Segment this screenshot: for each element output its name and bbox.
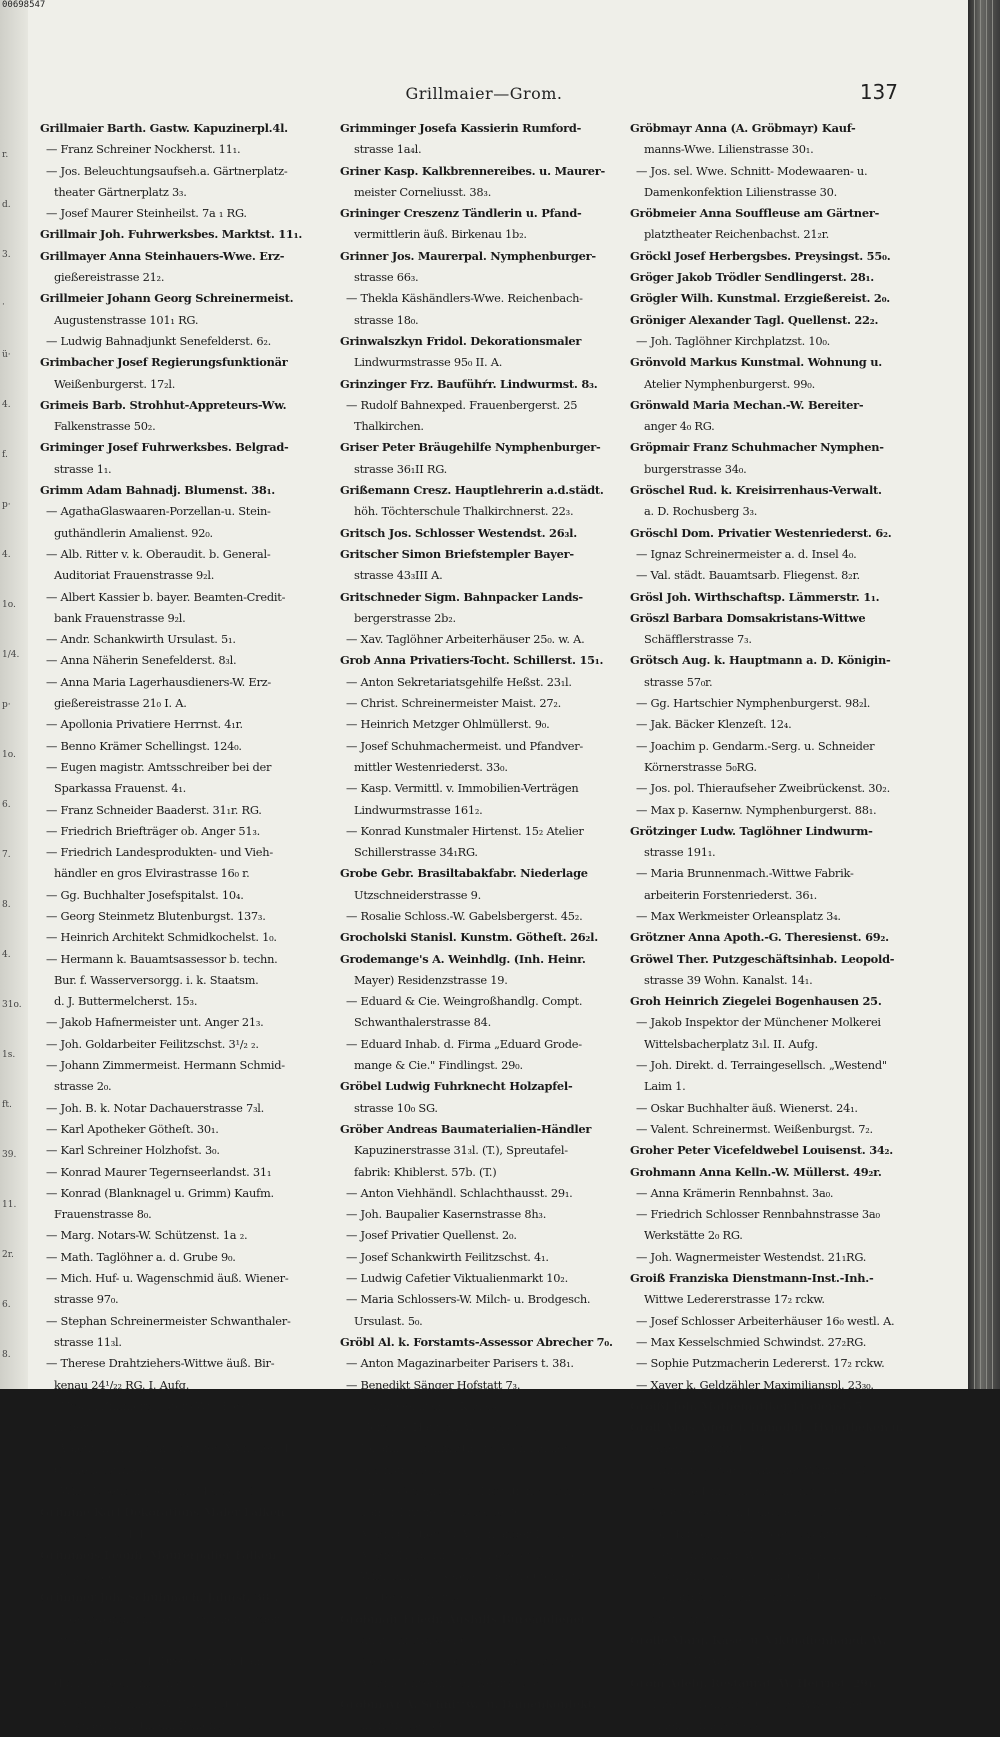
entry-line: Krämer Erzgießereistrasse 36₀. xyxy=(354,1505,529,1520)
entry-line: — Maria Obstlers-W. Vereinanger 1¹/₄ ₂r. xyxy=(346,1526,569,1541)
entry-line: bergerstrasse 2b₂. xyxy=(354,610,456,625)
entry-heading: Grillmair Joh. Fuhrwerksbes. Marktst. 11₁. xyxy=(40,227,303,242)
entry-heading: Gröwel Ther. Putzgeschäftsinhab. Leopold- xyxy=(630,951,895,966)
entry-line: — Johann Schankwirth und Viehhändler xyxy=(346,1441,569,1456)
entry-line: strasse 36₁II RG. xyxy=(354,461,448,476)
gutter-fragment: 11. xyxy=(2,1200,17,1210)
entry-line: Falkenstrasse 50₂. xyxy=(54,419,156,434)
entry-line: Kapuzinerstrasse 31₃l. (T.), Spreutafel- xyxy=(354,1143,568,1158)
entry-line: — Kasp. Vermittl. v. Immobilien-Verträgen xyxy=(346,781,579,796)
entry-line: Landwehrstrasse 26₃. xyxy=(354,1633,475,1648)
entry-line: — Max p. Kasernw. Nymphenburgerst. 88₁. xyxy=(636,802,877,817)
gutter-fragment: 1s. xyxy=(2,1050,16,1060)
entry-heading: Grocholski Stanisl. Kunstm. Götheſt. 26₂l. xyxy=(340,930,598,945)
entry-line: — Joh. Goldarbeiter Feilitzschst. 3¹/₂ ₂. xyxy=(46,1036,259,1051)
entry-line: — Therese Drahtziehers-Wittwe äuß. Bir- xyxy=(46,1356,275,1371)
entry-line: Utzschneiderstrasse 9. xyxy=(354,887,482,902)
entry-line: — Heinrich Metzger Ohlmüllerst. 9₀. xyxy=(346,717,550,732)
entry-heading: Gröbl Al. k. Forstamts-Assessor Abrecher 7₀. xyxy=(340,1334,613,1349)
entry-heading: Grillmayer Anna Steinhauers-Wwe. Erz- xyxy=(40,248,285,263)
entry-heading: Grönvold Markus Kunstmal. Wohnung u. xyxy=(630,355,882,370)
entry-line: — Maria Lehrerin Landwehrst. 26₃. xyxy=(346,1675,544,1690)
gutter-fragment: 1/4. xyxy=(2,650,20,660)
entry-heading: Grohmann Anna Kelln.-W. Müllerst. 49₂r. xyxy=(630,1164,882,1179)
entry-line: a. D. Rochusberg 3₃. xyxy=(644,504,758,519)
entry-line: anger 4₀ RG. xyxy=(644,419,715,434)
entry-line: gießereistrasse 21₀ I. A. xyxy=(54,696,187,711)
entry-line: Landwehrst. 73₁. xyxy=(644,1611,739,1626)
entry-heading: Grimbacher Josef Regierungsfunktionär xyxy=(40,355,288,370)
entry-heading: Groll Alois Agent f. Immobil., Hypotheken u. xyxy=(630,1420,904,1435)
entry-heading: Gröckl Josef Herbergsbes. Preysingst. 55₀. xyxy=(630,248,891,263)
gutter-fragment: ü· xyxy=(2,350,11,360)
entry-line: — Jos. sel. Wwe. Schnitt- Modewaaren- u. xyxy=(636,163,868,178)
gutter-fragment: p· xyxy=(2,500,11,510)
entry-line: — Therese Bahnkondukteurs-Wwe. innere xyxy=(636,1696,871,1711)
entry-line: Mayer) Residenzstrasse 19. xyxy=(354,972,508,987)
entry-line: — Mich. Zinngießer Neuhauserst. 22₃ RG. xyxy=(636,1569,870,1584)
entry-heading: Gröpmair Franz Schuhmacher Nymphen- xyxy=(630,440,884,455)
entry-line: — Benno Krämer Schellingst. 124₀. xyxy=(46,738,242,753)
entry-line: — Hermann k. Bauamtsassessor b. techn. xyxy=(46,951,278,966)
entry-line: — Max Kesselschmied Schwindst. 27₂RG. xyxy=(636,1334,867,1349)
entry-line: — Val. städt. Bauamtsarb. Fliegenst. 8₂r. xyxy=(636,568,860,583)
entry-line: strasse 11₃l. xyxy=(54,1334,122,1349)
entry-line: — Marg. Notars-W. Schützenst. 1a ₂. xyxy=(46,1228,248,1243)
entry-heading: Gröger Jakob Trödler Sendlingerst. 28₁. xyxy=(630,270,874,285)
entry-line: strasse 1a₄l. xyxy=(354,142,422,157)
entry-line: Schwanthalerstrasse 84. xyxy=(354,1015,492,1030)
entry-line: Atelier Nymphenburgerst. 99₀. xyxy=(644,376,815,391)
entry-heading: Grösl Joh. Wirthschaftsp. Lämmerstr. 1₁. xyxy=(630,589,880,604)
entry-line: — Konrad Maurer Tegernseerlandst. 31₁ xyxy=(46,1164,272,1179)
entry-line: — Joh. B. k. Notar Dachauerstrasse 7₃l. xyxy=(46,1100,265,1115)
entry-heading: Grimmeis Leonh. Maurerpalier Falken- xyxy=(40,1547,281,1562)
entry-heading: Grötzner Anna Apoth.-G. Theresienst. 69₂. xyxy=(630,930,889,945)
entry-line: mittler Westenriederst. 33₀. xyxy=(354,759,508,774)
entry-line: Ursulast. 5₀. xyxy=(354,1313,423,1328)
entry-heading: Gröbmayr Anna (A. Gröbmayr) Kauf- xyxy=(630,121,856,135)
entry-heading: Grininger Creszenz Tändlerin u. Pfand- xyxy=(340,206,582,221)
entry-heading: Gröbmair Friedr. Aushilfs-Bureaudiener xyxy=(340,1611,587,1626)
entry-line: — Thekla Käshändlers-Wwe. Reichenbach- xyxy=(346,291,583,306)
entry-line: händler en gros Elvirastrasse 16₀ r. xyxy=(54,866,250,881)
entry-line: strasse 40₀RG. xyxy=(54,1633,136,1648)
entry-line: — Ludwig Bahnadjunkt Senefelderst. 6₂. xyxy=(46,333,272,348)
gutter-fragment: d. xyxy=(2,200,11,210)
entry-line: — Josef Privatier Quellenst. 2₀. xyxy=(346,1228,517,1243)
gutter-fragment: 6. xyxy=(2,1300,11,1310)
entry-line: strasse 97₀. xyxy=(54,1292,119,1307)
entry-line: — Jak. Bäcker Klenzeſt. 12₄. xyxy=(636,717,792,732)
entry-line: — Joh. Wagnermeister Westendst. 21₁RG. xyxy=(636,1249,867,1264)
entry-line: Wittelsbacherplatz 3₁l. II. Aufg. xyxy=(644,1036,818,1051)
entry-line: (Baden) Reichenbachst. 1₁l. xyxy=(54,1675,208,1690)
entry-heading: Gritsch Jos. Schlosser Westendst. 26₃l. xyxy=(340,525,577,540)
entry-line: gießereistrasse 21₂. xyxy=(54,270,165,285)
book-edge xyxy=(968,0,1000,1389)
entry-line: — Mich. Huf- u. Wagenschmid äuß. Wiener- xyxy=(46,1271,289,1286)
entry-line: — Joh. Baupalier Kasernstrasse 8h₃. xyxy=(346,1207,547,1222)
entry-line: strasse 43₃III A. xyxy=(354,568,443,583)
gutter-fragment: 39. xyxy=(2,1150,17,1160)
entry-line: arbeiterin Forstenriederst. 36₁. xyxy=(644,887,818,902)
gutter-fragment: 3. xyxy=(2,250,11,260)
entry-line: — Alb. Ritter v. k. Oberaudit. b. General- xyxy=(46,546,271,561)
entry-line: — Friedrich Schlosser Rennbahnstrasse 3a₀ xyxy=(636,1207,880,1222)
entry-line: platztheater Reichenbachst. 21₂r. xyxy=(644,227,829,242)
entry-heading: Grodemange's A. Weinhdlg. (Inh. Heinr. xyxy=(340,951,586,966)
gutter-fragment: 6. xyxy=(2,800,11,810)
entry-line: strasse 12a₂. I. RG. xyxy=(54,1526,160,1541)
entry-line: — Josef Schuhmachermeist. und Pfandver- xyxy=(346,738,583,753)
entry-line: Darlehen Brunnst. 10₀. xyxy=(644,1441,772,1456)
gutter-fragment: 4. xyxy=(2,950,11,960)
entry-line: — Rudolf Bahnexped. Frauenbergerst. 25 xyxy=(346,397,578,412)
entry-heading: Grillmaier Barth. Gastw. Kapuzinerpl.4l. xyxy=(40,121,288,135)
scan-id: 00698547 xyxy=(2,0,46,10)
entry-line: — Joachim p. Gendarm.-Serg. u. Schneider xyxy=(636,738,875,753)
entry-line: strasse 1₁. xyxy=(54,461,112,476)
gutter-fragment: 4. xyxy=(2,400,11,410)
entry-line: Lindwurmstrasse 95₀ II. A. xyxy=(354,355,503,370)
entry-heading: Gröbel Ludwig Fuhrknecht Holzapfel- xyxy=(340,1079,573,1094)
entry-line: bank Frauenstrasse 9₂l. xyxy=(54,610,186,625)
entry-line: — Friedrich Briefträger ob. Anger 51₃. xyxy=(46,823,261,838)
entry-line: — Georg v. Galleriediener Landwehrst. 26₃. xyxy=(346,1654,588,1669)
entry-line: — Karl Schreiner Holzhofst. 3₀. xyxy=(46,1143,220,1158)
entry-line: — Joh. Taglöhner Kirchplatzst. 10₀. xyxy=(636,333,831,348)
entry-line: — Eugen magistr. Amtsschreiber bei der xyxy=(46,759,272,774)
entry-line: — Friedrich Landesprodukten- und Vieh- xyxy=(46,845,273,860)
entry-line: strasse 10₀ SG. xyxy=(354,1100,438,1115)
entry-line: — Georg Steinmetz Blutenburgst. 137₃. xyxy=(46,908,266,923)
entry-line: — Anton Sekretariatsgehilfe Heßst. 23₁l. xyxy=(346,674,572,689)
entry-line: — Ignaz Schreinermeister a. d. Insel 4₀. xyxy=(636,546,857,561)
entry-line: Frauenstrasse 8₀. xyxy=(54,1207,152,1222)
entry-line: — Apollonia Privatiere Herrnst. 4₁r. xyxy=(46,717,243,732)
entry-line: riederst. 31₁. xyxy=(54,1420,127,1435)
entry-line: vermittlerin äuß. Birkenau 1b₂. xyxy=(354,227,527,242)
entry-line: mange & Cie." Findlingst. 29₀. xyxy=(354,1058,523,1073)
entry-line: — Maria Taglöhners-W. Fischerst. 6₁. xyxy=(46,1696,251,1711)
entry-line: Laim 1. xyxy=(644,1079,686,1094)
entry-line: — Christ. Schreinermeister Maist. 27₂. xyxy=(346,696,562,711)
entry-line: manns-Wwe. Lilienstrasse 30₁. xyxy=(644,142,814,157)
entry-line: — Anton Magazinarbeiter Parisers t. 38₁. xyxy=(346,1356,574,1371)
gutter-fragment: 4. xyxy=(2,550,11,560)
entry-line: Körnerstrasse 5₀RG. xyxy=(644,759,757,774)
directory-column-2 xyxy=(340,118,630,1737)
entry-heading: Grimme Karl Dekorations-Maler Falken- xyxy=(40,1505,290,1520)
entry-line: — Gg. Buchhalter Josefspitalst. 10₄. xyxy=(46,887,244,902)
gutter-fragment: 2r. xyxy=(2,1250,14,1260)
entry-heading: Grögler Wilh. Kunstmal. Erzgießereist. 2₀. xyxy=(630,291,891,306)
entry-line: — AgathaGlaswaaren-Porzellan-u. Stein- xyxy=(46,504,271,519)
entry-heading: Griner Kasp. Kalkbrennereibes. u. Maurer- xyxy=(340,163,606,178)
entry-line: Werkstätte 2₀ RG. xyxy=(644,1228,743,1243)
gutter-fragment: 8. xyxy=(2,900,11,910)
entry-line: — Franz Schreiner Nockherst. 11₁. xyxy=(46,142,241,157)
entry-heading: Groiß Franziska Dienstmann-Inst.-Inh.- xyxy=(630,1271,874,1286)
entry-heading: Gröniger Alexander Tagl. Quellenst. 22₂. xyxy=(630,312,879,327)
entry-heading: Grimm Adam Bahnadj. Blumenst. 38₁. xyxy=(40,483,276,498)
entry-line: — Xav. Taglöhner Arbeiterhäuser 25₀. w. A. xyxy=(346,632,585,647)
entry-line: Corneliusstrasse 38₁. xyxy=(54,1462,172,1477)
entry-line: Weißenburgerst. 17₂l. xyxy=(54,376,176,391)
entry-heading: Grinner Jos. Maurerpal. Nymphenburger- xyxy=(340,248,596,263)
entry-line: fabrik: Khiblerst. 57b. (T.) xyxy=(354,1164,497,1179)
entry-heading: Grönwald Maria Mechan.-W. Bereiter- xyxy=(630,397,864,412)
gutter-fragment: 1o. xyxy=(2,600,16,610)
entry-heading: Gröber Andreas Baumaterialien-Händler xyxy=(340,1121,592,1136)
entry-line: — Marie Trödlerin Erzgießereistrasse 36₀. xyxy=(346,1547,582,1562)
entry-line: — Karl Vertr. v. C. F. Dreyspring in Lahr xyxy=(46,1654,266,1669)
entry-line: — Josef Schlosser Arbeiterhäuser 16₀ westl. A. xyxy=(636,1313,895,1328)
entry-line: — Konrad (Blanknagel u. Grimm) Kaufm. xyxy=(46,1185,274,1200)
entry-line: — Richard Kaufmann Schnurrsachen en gros xyxy=(636,1590,888,1605)
page-title: Grillmaier—Grom. xyxy=(405,84,563,103)
entry-line: d. J. Buttermelcherst. 15₃. xyxy=(54,994,198,1009)
entry-line: kenau 24¹/₂₂ RG. I. Aufg. xyxy=(54,1377,190,1392)
entry-line: — Albert Kassier b. bayer. Beamten-Credit- xyxy=(46,589,286,604)
entry-line: — Wilh. Eisenbahnadjunkt Marsst. 10₁l. xyxy=(46,1484,267,1498)
directory-column-3 xyxy=(630,118,912,1737)
entry-heading: Grom Adelg. Restaurat.-W. Herrnst. 29₁. xyxy=(630,1675,877,1690)
entry-line: — Oskar Buchhalter äuß. Wienerst. 24₁. xyxy=(636,1100,858,1115)
entry-line: — Jakob Inspektor der Münchener Molkerei xyxy=(636,1015,881,1030)
entry-line: strasse 191₁. xyxy=(644,845,716,860)
entry-line: strasse 57₀r. xyxy=(644,674,713,689)
entry-heading: Grinwalszkyn Fridol. Dekorationsmaler xyxy=(340,333,582,348)
entry-line: Sparkassa Frauenst. 4₁. xyxy=(54,781,187,796)
entry-heading: Groißl Joh. Mathematiker Frauenst. 5₃. xyxy=(630,1398,871,1413)
entry-line: — Anna Krämerin Rennbahnst. 3a₀. xyxy=(636,1185,834,1200)
entry-heading: Gröbmayr A. Schnittw.- u. Damenkonfekt. xyxy=(340,1696,597,1711)
entry-heading: Gritschneder Sigm. Bahnpacker Lands- xyxy=(340,589,583,604)
entry-heading: Grinzinger Frz. Baufühŕr. Lindwurmst. 8₃. xyxy=(340,376,598,391)
entry-line: — Jos. Beleuchtungsaufseh.a. Gärtnerplatz- xyxy=(46,163,288,178)
entry-line: Lilienstrasse 30₁. xyxy=(354,1718,450,1733)
entry-line: — Anna Näherin Senefelderst. 8₃l. xyxy=(46,653,237,668)
entry-line: — Georg Gastwirth Landsbergerst. 73₀. xyxy=(636,1505,856,1520)
gutter-fragment: 1o. xyxy=(2,750,16,760)
entry-line: strasse 2₀. xyxy=(54,1079,112,1094)
entry-line: — Sophie Putzmacherin Ledererst. 17₂ rckw. xyxy=(636,1356,885,1371)
entry-line: — Maria Schlossers-W. Milch- u. Brodgesch. xyxy=(346,1292,591,1307)
entry-line: — Ludw. Commissions-, Licitationsgesch. u. xyxy=(346,1484,589,1498)
entry-heading: Grötsch Aug. k. Hauptmann a. D. Königin- xyxy=(630,653,891,668)
gutter-fragment: ft. xyxy=(2,1100,12,1110)
entry-line: — Benedikt Sänger Hofstatt 7₃. xyxy=(346,1377,521,1392)
entry-heading: Grobe Gebr. Brasiltabakfabr. Niederlage xyxy=(340,866,588,881)
entry-line: — Jos. pol. Thieraufseher Zweibrückenst. 30₂. xyxy=(636,781,890,796)
entry-line: Bur. f. Wasserversorgg. i. k. Staatsm. xyxy=(54,972,259,987)
entry-line: — Andr. Schankwirth Ursulast. 5₁. xyxy=(46,632,236,647)
entry-line: — Kath. Fabrikarb.-W. Schwanthalerh. 26₁. xyxy=(636,1547,873,1562)
entry-heading: Gröbmeier Anna Souffleuse am Gärtner- xyxy=(630,206,880,221)
entry-line: — Xaver k. Geldzähler Maximilianspl. 23₃₀. xyxy=(636,1377,874,1392)
gutter-fragment: · xyxy=(2,300,5,310)
entry-heading: Grimminger Josefa Kassierin Rumford- xyxy=(340,121,582,135)
entry-line: Lindwurmstrasse 161₂. xyxy=(354,802,483,817)
entry-line: guthändlerin Amalienst. 92₀. xyxy=(54,525,213,540)
entry-line: — Michael Dienstmann Falkenst. 37₀. xyxy=(46,1718,255,1733)
entry-heading: Grimeis Barb. Strohhut-Appreteurs-Ww. xyxy=(40,397,287,412)
entry-line: Töchter Götheſtrasse 14₃l. xyxy=(354,1590,500,1605)
directory-column-1 xyxy=(40,118,330,1737)
entry-heading: Grimmer Joh. Schuhmach. Jahnst. 38₃. xyxy=(40,1590,278,1605)
entry-line: — Anna Maria Lagerhausdieners-W. Erz- xyxy=(46,674,272,689)
entry-line: — Hermine Hauptm.-W. Karlstrasse 27₃r. xyxy=(346,1420,573,1435)
entry-line: — Valent. k. Rath a. k. Landger. München II xyxy=(46,1441,289,1456)
entry-line: höh. Töchterschule Thalkirchnerst. 22₃. xyxy=(354,504,574,519)
entry-heading: Grolle Marg. Käse- u. Viktualienhändl.-W. xyxy=(630,1633,886,1648)
entry-line: — Gg. Hartschier Nymphenburgerst. 98₂l. xyxy=(636,696,871,711)
entry-line: — Ursula Zimmermeisters-Ww. Forsten- xyxy=(46,1398,268,1413)
entry-line: — Max Werkmeister Orleansplatz 3₄. xyxy=(636,908,841,923)
entry-heading: Griser Peter Bräugehilfe Nymphenburger- xyxy=(340,440,601,455)
entry-line: — Johann Zimmermeist. Hermann Schmid- xyxy=(46,1058,285,1073)
entry-line: — Josef Maurer Steinheilst. 7a ₁ RG. xyxy=(46,206,247,221)
entry-line: — Franz Schneider Baaderst. 31₁r. RG. xyxy=(46,802,262,817)
entry-line: strasse 18₀. xyxy=(354,312,419,327)
entry-line: — Valent. Schreinermst. Weißenburgst. 7₂. xyxy=(636,1121,873,1136)
entry-line: — Franz k. Postspecialkassier Wörthst. 20₄. xyxy=(636,1462,877,1477)
entry-line: theater Gärtnerplatz 3₃. xyxy=(54,184,187,199)
entry-line: — Karl Apotheker Götheſt. 30₁. xyxy=(46,1121,219,1136)
gutter-fragment: 7. xyxy=(2,850,11,860)
gutter-fragment: 31o. xyxy=(2,1000,22,1010)
entry-line: strasse 66₃. xyxy=(354,270,419,285)
entry-heading: Griminger Josef Fuhrwerksbes. Belgrad- xyxy=(40,440,289,455)
entry-heading: Gröschel Rud. k. Kreisirrenhaus-Verwalt. xyxy=(630,483,882,498)
entry-line: — Konrad Kunstmaler Hirtenst. 15₂ Atelier xyxy=(346,823,584,838)
entry-line: Schäfflerstrasse 7₃. xyxy=(644,632,752,647)
entry-line: meister Corneliusst. 38₃. xyxy=(354,184,492,199)
entry-line: Wittwe Ledererstrasse 17₂ rckw. xyxy=(644,1292,825,1307)
entry-heading: Groh Heinrich Ziegelei Bogenhausen 25. xyxy=(630,994,882,1009)
entry-line: strasse 39 Wohn. Kanalst. 14₁. xyxy=(644,972,813,987)
entry-line: strasse 35a₁. xyxy=(54,1569,125,1584)
entry-heading: Gröschl Dom. Privatier Westenriederst. 6₂. xyxy=(630,525,892,540)
entry-line: — Joh. Kutscher u. Metzger Ickstattst. 21₂. xyxy=(636,1526,873,1541)
entry-heading: Gröszl Barbara Domsakristans-Wittwe xyxy=(630,610,866,625)
entry-line: — Josef Spänglermeister Nymphenburger- xyxy=(46,1611,283,1626)
entry-line: — Eduard & Cie. Weingroßhandlg. Compt. xyxy=(346,994,583,1009)
entry-heading: Gritscher Simon Briefstempler Bayer- xyxy=(340,546,574,561)
entry-line: — Stephan Schreinermeister Schwanthaler- xyxy=(46,1313,291,1328)
entry-line: — Joh. Direkt. d. Terraingesellsch. „Westend" xyxy=(636,1058,887,1073)
entry-line: — Gabriele Hilfslehrerin Lilienst. 29₁. xyxy=(636,1484,845,1498)
entry-heading: Groher Peter Vicefeldwebel Louisenst. 34₂. xyxy=(630,1143,894,1158)
entry-line: — Rosalie Schloss.-W. Gabelsbergerst. 45₂. xyxy=(346,908,583,923)
entry-line: burgerstrasse 34₀. xyxy=(644,461,747,476)
entry-line: Thal 72₂ II. Aufg. l. (Bögner). xyxy=(644,1654,804,1669)
entry-line: — Maria Brunnenmach.-Wittwe Fabrik- xyxy=(636,866,854,881)
entry-heading: Grillmeier Johann Georg Schreinermeist. xyxy=(40,291,294,306)
gutter-fragment: f. xyxy=(2,450,8,460)
entry-line: — Anton Viehhändl. Schlachthausst. 29₁. xyxy=(346,1185,573,1200)
entry-line: — Josef Schankwirth Feilitzschst. 4₁. xyxy=(346,1249,549,1264)
entry-heading: Grötzinger Ludw. Taglöhner Lindwurm- xyxy=(630,823,873,838)
entry-line: — Math. Taglöhner a. d. Grube 9₀. xyxy=(46,1249,236,1264)
entry-line: Schillerstrasse 34₁RG. xyxy=(354,845,478,860)
entry-heading: Grob Anna Privatiers-Tocht. Schillerst. 15₁. xyxy=(340,653,604,668)
entry-line: Schleißheimerstrasse 70₃. xyxy=(644,1718,790,1733)
gutter-fragment: r. xyxy=(2,150,9,160)
entry-line: Falkenstrasse 31₀. xyxy=(354,1462,456,1477)
entry-line: — Franz Geldzähler Kanalst. 10₁. xyxy=(346,1398,530,1413)
entry-line: Augustenstrasse 101₁ RG. xyxy=(54,312,199,327)
gutter-fragment: p· xyxy=(2,700,11,710)
entry-heading: Grißemann Cresz. Hauptlehrerin a.d.städt. xyxy=(340,483,604,498)
entry-line: Auditoriat Frauenstrasse 9₂l. xyxy=(54,568,215,583)
entry-line: Thalkirchen. xyxy=(354,419,424,434)
gutter-fragment: 8. xyxy=(2,1350,11,1360)
entry-line: — Wilhelmine u. Sophie Oberstlieutenants- xyxy=(346,1569,585,1584)
entry-line: Damenkonfektion Lilienstrasse 30. xyxy=(644,184,837,199)
entry-line: — Eduard Inhab. d. Firma „Eduard Grode- xyxy=(346,1036,582,1051)
entry-line: — Jakob Hafnermeister unt. Anger 21₃. xyxy=(46,1015,264,1030)
entry-line: — Ludwig Cafetier Viktualienmarkt 10₂. xyxy=(346,1271,568,1286)
entry-line: — Heinrich Architekt Schmidkochelst. 1₀. xyxy=(46,930,277,945)
page-number: 137 xyxy=(859,80,898,104)
